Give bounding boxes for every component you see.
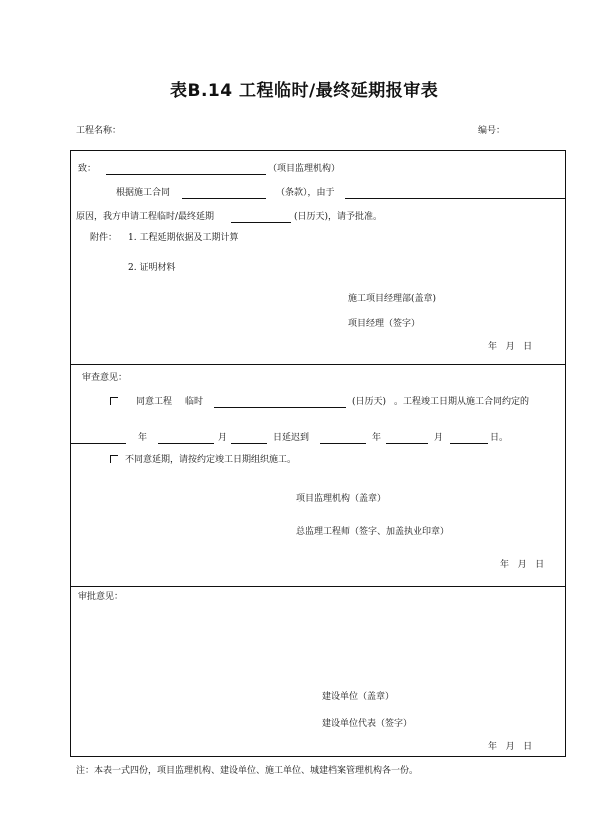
agree-label: 同意工程 xyxy=(136,397,173,407)
orig-year-label: 年 xyxy=(138,433,148,443)
orig-day-field[interactable] xyxy=(231,443,267,444)
section-divider-2 xyxy=(70,586,566,587)
page-title: 表B.14 工程临时/最终延期报审表 xyxy=(170,81,439,101)
orig-month-field[interactable] xyxy=(158,443,214,444)
sign-supervisor-org: 项目监理机构（盖章） xyxy=(296,494,387,504)
attachment-label: 附件： xyxy=(90,233,118,243)
new-year-field[interactable] xyxy=(320,443,366,444)
new-year-label: 年 xyxy=(372,433,382,443)
number-label: 编号： xyxy=(478,126,506,136)
to-field[interactable] xyxy=(106,174,266,175)
new-day-field[interactable] xyxy=(450,443,488,444)
sign-owner-rep: 建设单位代表（签字） xyxy=(322,719,413,729)
contract-label: 根据施工合同 xyxy=(116,188,171,198)
sign-contractor-dept: 施工项目经理部(盖章) xyxy=(348,294,437,304)
completion-text: 。工程竣工日期从施工合同约定的 xyxy=(394,397,530,407)
day-delay-label: 日延迟到 xyxy=(273,433,310,443)
disagree-label: 不同意延期，请按约定竣工日期组织施工。 xyxy=(125,455,297,465)
date-section1: 年 月 日 xyxy=(488,342,533,352)
date-section3: 年 月 日 xyxy=(488,742,533,752)
new-month-label: 月 xyxy=(434,433,444,443)
review-days-field[interactable] xyxy=(214,407,346,408)
date-section2: 年 月 日 xyxy=(500,560,545,570)
temp-label: 临时 xyxy=(185,397,204,407)
supervisor-org-label: （项目监理机构） xyxy=(268,164,341,174)
sign-owner-unit: 建设单位（盖章） xyxy=(322,692,395,702)
orig-year-field[interactable] xyxy=(70,443,126,444)
clause-label: （条款），由于 xyxy=(276,188,335,198)
footnote: 注：本表一式四份，项目监理机构、建设单位、施工单位、城建档案管理机构各一份。 xyxy=(76,766,419,776)
contract-field[interactable] xyxy=(182,198,266,199)
new-month-field[interactable] xyxy=(386,443,428,444)
days-field[interactable] xyxy=(231,222,291,223)
project-name-label: 工程名称： xyxy=(76,126,122,136)
days-label: (日历天)，请予批准。 xyxy=(294,212,383,222)
sign-project-manager: 项目经理（签字） xyxy=(348,319,421,329)
disagree-checkbox[interactable] xyxy=(110,455,118,463)
review-days-text: (日历天) xyxy=(352,397,387,407)
to-label: 致： xyxy=(78,164,97,174)
reason-field[interactable] xyxy=(345,198,566,199)
sign-chief-engineer: 总监理工程师（签字、加盖执业印章） xyxy=(296,527,450,537)
orig-month-label: 月 xyxy=(218,433,228,443)
attachment-2: 2. 证明材料 xyxy=(128,263,176,273)
section-divider-1 xyxy=(70,364,566,365)
reason-text: 原因，我方申请工程临时/最终延期 xyxy=(76,212,215,222)
attachment-1: 1. 工程延期依据及工期计算 xyxy=(128,233,239,243)
day-end-label: 日。 xyxy=(490,433,509,443)
review-opinion-label: 审查意见： xyxy=(82,373,128,383)
approval-opinion-label: 审批意见： xyxy=(78,592,124,602)
agree-checkbox[interactable] xyxy=(110,397,118,405)
